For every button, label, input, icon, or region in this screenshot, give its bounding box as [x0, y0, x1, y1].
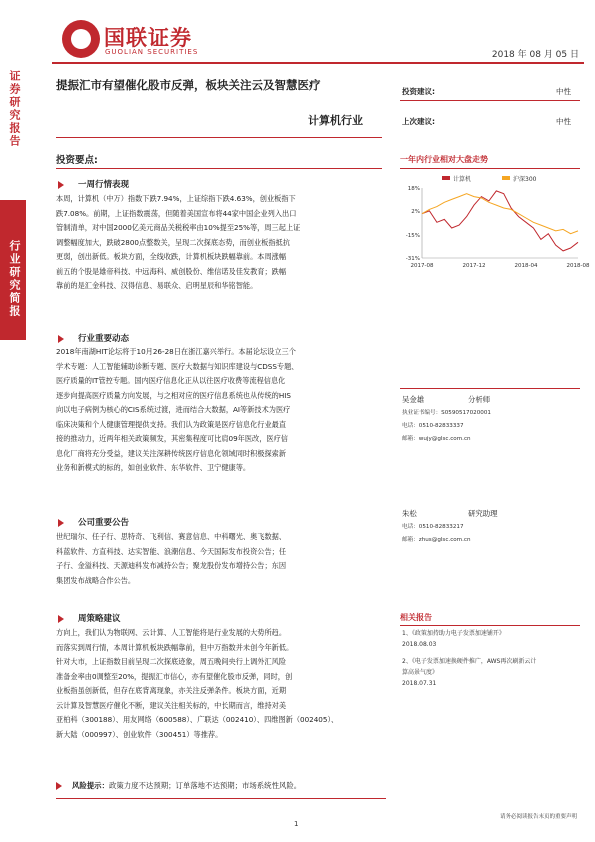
y-tick-label: -15%: [405, 233, 420, 240]
analyst-1-email[interactable]: 邮箱：wujy@glsc.com.cn: [402, 436, 471, 442]
y-tick-label: 18%: [407, 186, 420, 192]
related-report-item[interactable]: 2、《电子发票加速换硬件推广，AWS再次刷新云计 算高景气度》 2018.07.31: [402, 658, 537, 687]
x-tick-label: 2018-04: [514, 263, 538, 269]
analyst-1-role: 分析师: [468, 395, 491, 404]
section-heading: 一周行情表现: [58, 178, 129, 190]
series-line: [422, 194, 578, 234]
title-divider: [56, 137, 382, 138]
x-tick-label: 2017-08: [410, 263, 434, 269]
key-points-divider: [56, 168, 382, 169]
header-divider: [52, 62, 584, 64]
x-tick-label: 2018-08: [566, 263, 590, 269]
legend-label: 计算机: [453, 176, 472, 183]
key-points-title: 投资要点:: [56, 155, 98, 166]
logo-english: GUOLIAN SECURITIES: [105, 48, 199, 56]
logo-icon: [62, 20, 100, 58]
section-arrow-icon: [58, 181, 64, 189]
sidebar-top-label: 证券研究报告: [8, 70, 21, 148]
risk-arrow-icon: [56, 782, 62, 790]
chart-title-divider: [400, 168, 580, 169]
legend-label: 沪深300: [513, 176, 537, 183]
analyst-divider: [400, 388, 580, 389]
related-divider: [400, 625, 580, 626]
section-arrow-icon: [58, 335, 64, 343]
section-arrow-icon: [58, 615, 64, 623]
rating-divider: [400, 100, 580, 101]
x-tick-label: 2017-12: [462, 263, 486, 269]
last-rating-value: 中性: [556, 117, 571, 126]
y-tick-label: -31%: [405, 256, 420, 262]
industry-vs-market-chart: [400, 172, 590, 277]
page-number: 1: [294, 820, 299, 828]
analyst-1-license: 执业证书编号：S0590517020001: [402, 410, 491, 416]
legend-swatch: [442, 176, 450, 180]
analyst-2-email[interactable]: 邮箱：zhus@glsc.com.cn: [402, 537, 471, 543]
legend-swatch: [502, 176, 510, 180]
section-strategy-paragraph: 方向上，我们认为物联网、云计算、人工智能将是行业发展的大势所趋。 而落实到周行情，本周计算机板块跌幅靠前，但中万指数并未创今年新低。 针对大市，上证指数目前呈现二次探底迹象，周五晚间央行上调外汇风险 准备金率由0调整至20%，提振汇市信心，亦有望催化股市反弹，同时，创 业板指虽创新低，但存在底背离现象，亦关注反弹条件。板块方面，近期 云计算及智慧医疗催化不断，建议关注相关标的，中长期而言，维持对美 亚柏科（300188）、用友网络（600588）、广联达（002410）、四维图新（002405）、 新大陆（000997）、创业软件（300451）等推荐。: [56, 628, 339, 739]
analyst-2-phone: 电话：0510-82833217: [402, 524, 464, 530]
section-weekly-paragraph: 本周，计算机（中万）指数下跌7.94%，上证综指下跌4.63%，创业板指下 跌7.08%。前期，上证指数震荡，但随着美国宣布将44家中国企业列入出口 管制清单，对中国2000亿美元商品关税税率由10%提至25%等，周三起上证 调整幅度加大，跌破2800点整数关，呈现二次探底态势，而创业板指抵抗 更弱，创出新低。板块方面，全线收跌，计算机板块跌幅靠前。本周涨幅 前五的个股是雄帝科技、中远海科、威创股份、维信诺及佳发教育；跌幅 靠前的是汇金科技、汉得信息、易联众、启明星辰和华铭智能。: [56, 194, 301, 290]
invest-rating-label: 投资建议:: [402, 87, 435, 96]
footer-disclaimer: 请务必阅读报告末页的重要声明: [499, 814, 577, 820]
analyst-2-name: 朱松: [402, 509, 417, 518]
sidebar-bottom-label: 行业研究简报: [8, 240, 21, 318]
section-heading: 周策略建议: [58, 612, 121, 624]
report-headline: 提振汇市有望催化股市反弹，板块关注云及智慧医疗: [56, 78, 321, 92]
last-rating-label: 上次建议:: [402, 117, 435, 126]
analyst-2-role: 研究助理: [468, 509, 498, 518]
section-industry-paragraph: 2018年南湖HIT论坛将于10月26-28日在浙江嘉兴举行。本届论坛设立三个 学术专题：人工智能辅助诊断专题、医疗大数据与知识库建设与CDSS专题、 医疗质量的IT管控专题。国内医疗信息化正从以往医疗收费等流程信息化 逐步向提高医疗质量方向发展，与之相对应的医疗信息系统也从传统的HIS 向以电子病例为核心的CIS系统过渡，进而结合大数据，AI等新技术为医疗 临床决策和个人健康管理提供支持。我们认为政策是医疗信息化行业最直 接的推动力，近两年相关政策频发，其密集程度可比肩09年医改，医疗信 息化厂商将充分受益，建议关注深耕传统医疗信息化领域同时积极探索新 业务和新模式的标的，如创业软件、东华软件、卫宁健康等。: [56, 347, 299, 472]
analyst-1-phone: 电话：0510-82833337: [402, 423, 464, 429]
related-report-item[interactable]: 1、《政策加持助力电子发票加速铺开》 2018.08.03: [402, 630, 505, 648]
sidebar-report-category: [0, 200, 26, 340]
section-announcements-paragraph: 世纪瑞尔、任子行、思特奇、飞利信、赛意信息、中科曙光、奥飞数据、 科蓝软件、方直科技、达实智能、浪潮信息、今天国际发布投资公告；任 子行、金溢科技、天源迪科发布减持公告；聚龙股份发布增持公告；东因 集团发布战略合作公告。: [56, 532, 287, 585]
y-tick-label: 2%: [411, 208, 420, 215]
risk-warning: 风险提示：政策力度不达预期；订单落地不达预期；市场系统性风险。: [56, 780, 301, 791]
logo-text: 国联证券: [104, 26, 192, 50]
section-heading: 行业重要动态: [58, 332, 129, 344]
invest-rating-value: 中性: [556, 87, 571, 96]
chart-title: 一年内行业相对大盘走势: [400, 155, 488, 164]
analyst-1-name: 吴金雄: [402, 395, 425, 404]
section-arrow-icon: [58, 519, 64, 527]
related-reports-title: 相关报告: [400, 613, 432, 622]
sidebar-report-type: [0, 64, 26, 214]
series-line: [422, 191, 578, 251]
bottom-divider: [56, 798, 386, 799]
section-heading: 公司重要公告: [58, 516, 129, 528]
report-date: 2018 年 08 月 05 日: [491, 50, 579, 60]
industry-title: 计算机行业: [308, 114, 363, 127]
